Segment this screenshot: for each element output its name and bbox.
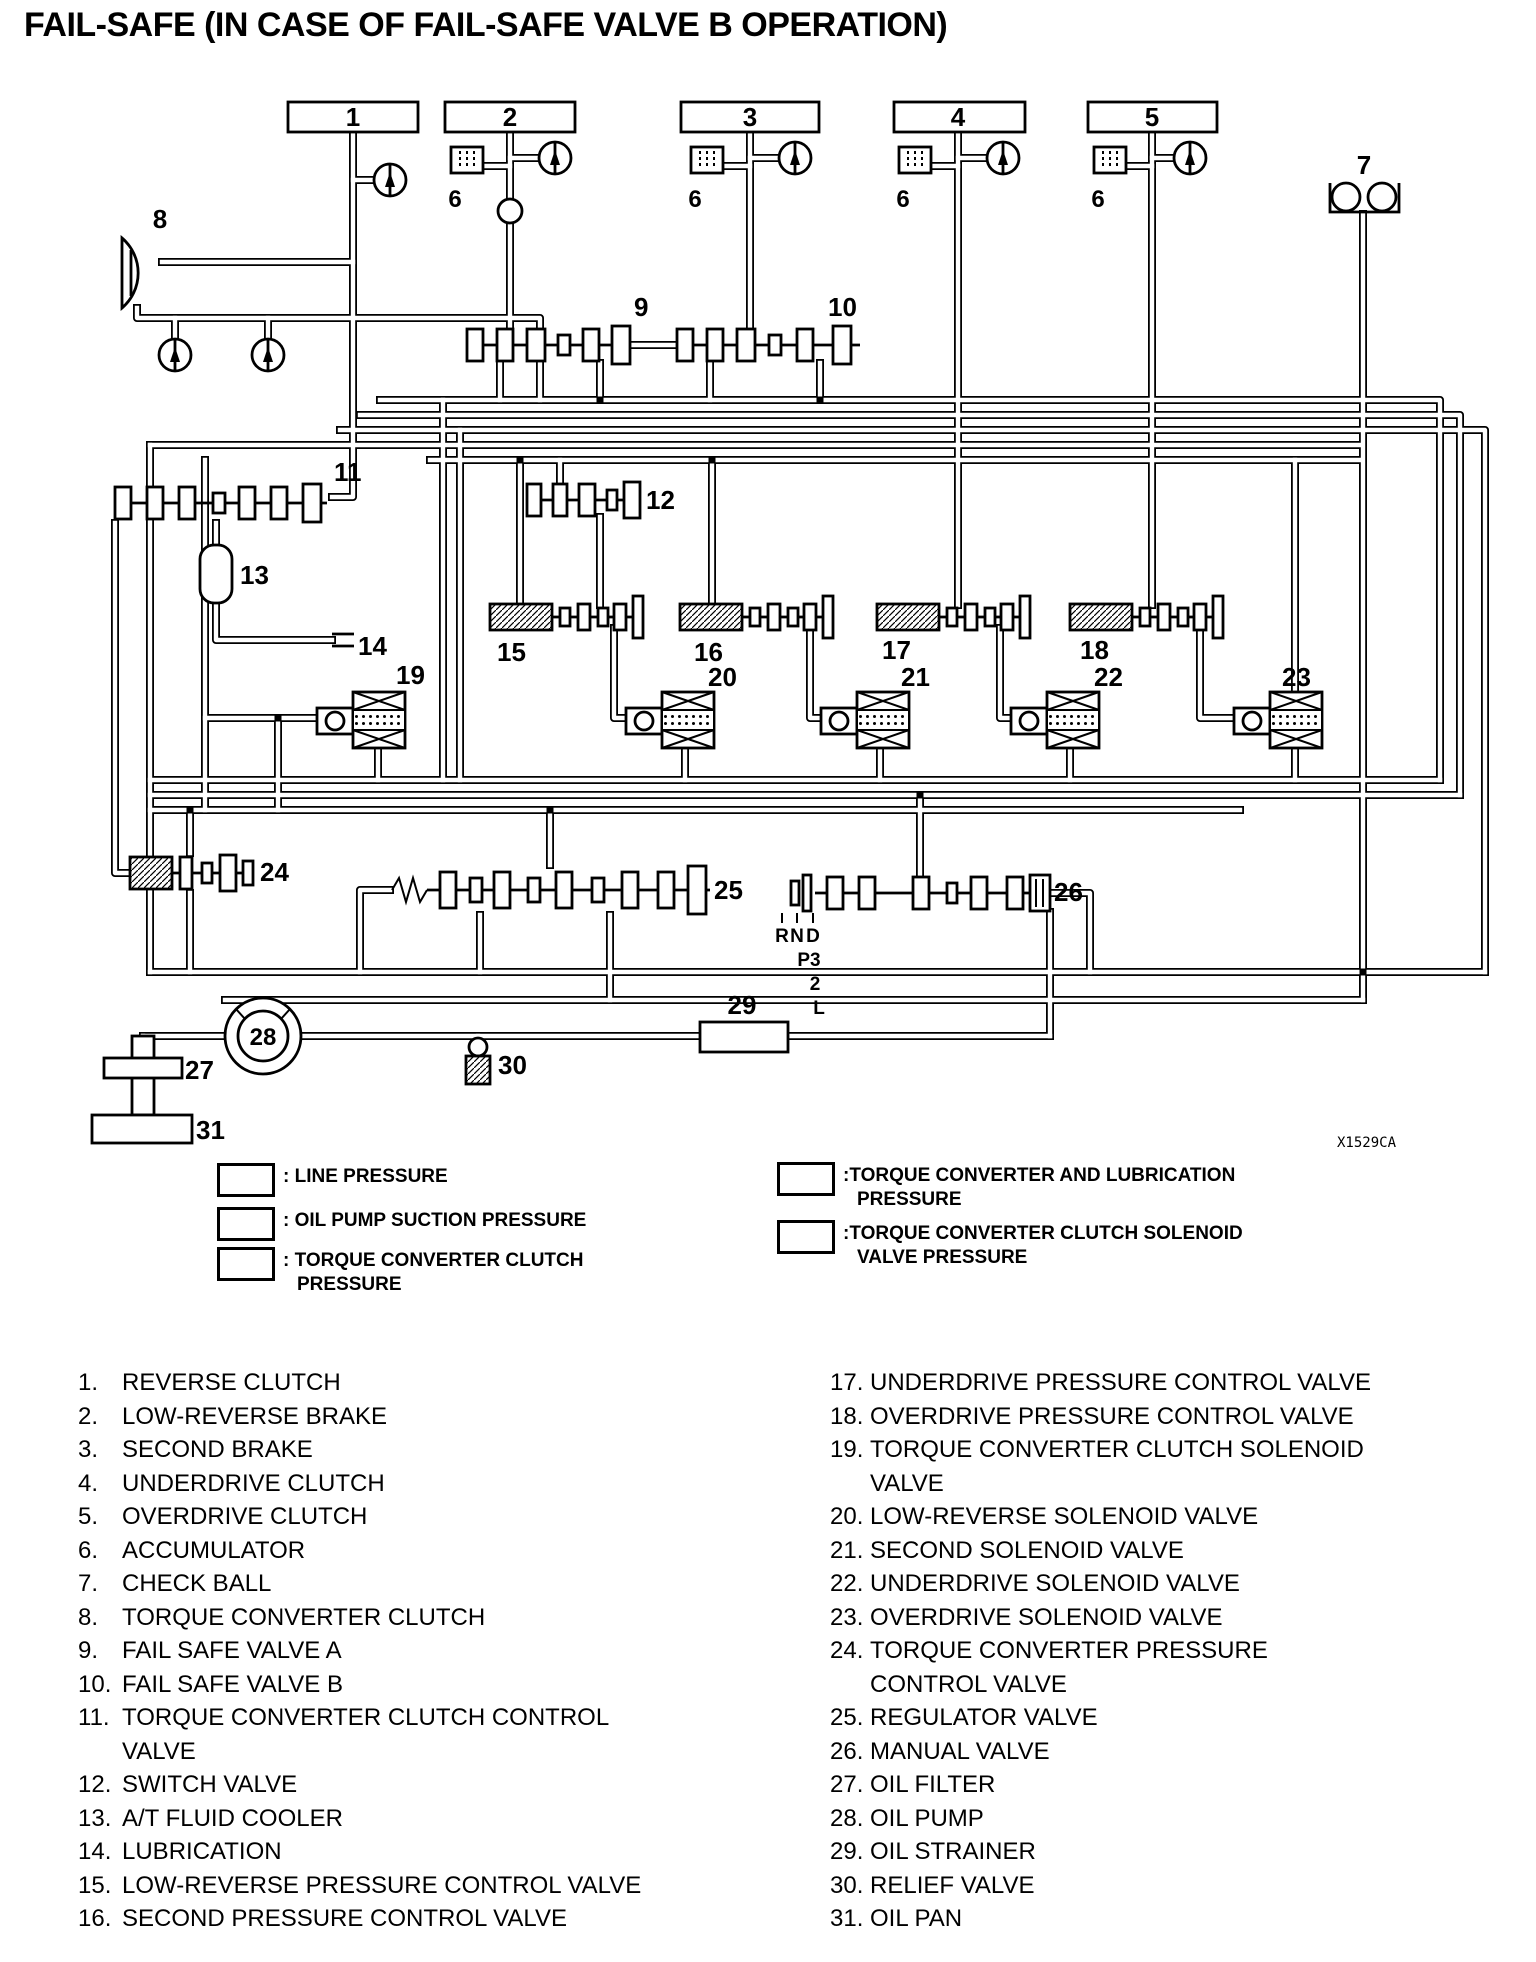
manual-valve	[782, 875, 1050, 923]
label-8: 8	[152, 204, 168, 234]
label-13: 13	[240, 560, 269, 590]
label-15: 15	[497, 637, 526, 667]
parts-item-11: 11. TORQUE CONVERTER CLUTCH CONTROL VALVE	[78, 1704, 610, 1765]
legend-item-oil-pump-suction	[217, 1207, 586, 1241]
fail-safe-valve-a	[467, 326, 630, 364]
parts-item-23: 23. OVERDRIVE SOLENOID VALVE	[830, 1603, 1223, 1631]
gear-r: R	[775, 926, 789, 947]
legend-swatch	[777, 1220, 835, 1254]
label-29: 29	[727, 990, 757, 1020]
relief-valve	[466, 1038, 490, 1084]
parts-item-7: 7. CHECK BALL	[78, 1570, 272, 1597]
label-6d: 6	[1091, 186, 1105, 213]
label-24: 24	[260, 857, 289, 887]
legend-label-line2: PRESSURE	[297, 1274, 402, 1295]
label-21: 21	[901, 662, 930, 692]
oil-filter	[104, 1036, 182, 1115]
parts-item-29: 29. OIL STRAINER	[830, 1838, 1036, 1865]
legend-label: : LINE PRESSURE	[283, 1166, 448, 1187]
parts-item-21: 21. SECOND SOLENOID VALVE	[830, 1536, 1184, 1564]
label-6b: 6	[688, 186, 702, 213]
gear-n: N	[790, 926, 804, 947]
label-1: 1	[345, 102, 361, 132]
oil-strainer	[700, 1022, 788, 1052]
parts-item-2: 2. LOW-REVERSE BRAKE	[78, 1402, 387, 1430]
label-19: 19	[396, 660, 425, 690]
fail-safe-valve-b	[677, 326, 860, 364]
at-fluid-cooler	[200, 545, 232, 603]
label-30: 30	[498, 1050, 527, 1080]
parts-item-28: 28. OIL PUMP	[830, 1804, 984, 1832]
parts-item-5: 5. OVERDRIVE CLUTCH	[78, 1503, 368, 1530]
gear-l: L	[813, 998, 825, 1019]
label-3: 3	[742, 102, 758, 132]
gear-p3: P3	[797, 950, 821, 971]
parts-item-19: 19. TORQUE CONVERTER CLUTCH SOLENOID VALVE	[830, 1436, 1364, 1497]
parts-item-31: 31. OIL PAN	[830, 1905, 963, 1932]
label-22: 22	[1094, 662, 1123, 692]
box-reverse-clutch	[288, 102, 418, 132]
label-7: 7	[1356, 150, 1372, 180]
parts-item-25: 25. REGULATOR VALVE	[830, 1704, 1098, 1731]
label-2: 2	[502, 102, 518, 132]
parts-item-13: 13. A/T FLUID COOLER	[78, 1804, 343, 1832]
parts-item-3: 3. SECOND BRAKE	[78, 1436, 313, 1463]
label-4: 4	[950, 102, 966, 132]
parts-list-right	[830, 1366, 1520, 1936]
label-31: 31	[196, 1115, 225, 1145]
parts-item-27: 27. OIL FILTER	[830, 1771, 996, 1798]
label-25: 25	[714, 875, 743, 905]
label-10: 10	[828, 292, 857, 322]
label-12: 12	[646, 485, 675, 515]
parts-item-4: 4. UNDERDRIVE CLUTCH	[78, 1469, 385, 1497]
legend-label: :TORQUE CONVERTER AND LUBRICATION	[843, 1165, 1236, 1186]
label-28: 28	[249, 1024, 277, 1051]
label-27: 27	[185, 1055, 214, 1085]
legend-swatch	[217, 1207, 275, 1241]
parts-item-16: 16. SECOND PRESSURE CONTROL VALVE	[78, 1905, 567, 1932]
label-6c: 6	[896, 186, 910, 213]
legend-swatch	[777, 1162, 835, 1196]
parts-item-20: 20. LOW-REVERSE SOLENOID VALVE	[830, 1503, 1259, 1530]
label-17: 17	[882, 635, 911, 665]
box-underdrive-clutch	[894, 102, 1025, 132]
legend-item-tc-lubrication-pressure	[777, 1162, 1235, 1212]
parts-item-10: 10. FAIL SAFE VALVE B	[78, 1670, 343, 1698]
legend-label: : TORQUE CONVERTER CLUTCH	[283, 1250, 584, 1271]
check-ball-7	[1330, 183, 1399, 212]
tc-pressure-control-valve	[130, 855, 253, 891]
parts-item-24: 24. TORQUE CONVERTER PRESSURE CONTROL VALVE	[830, 1637, 1268, 1698]
box-second-brake	[681, 102, 819, 132]
label-20: 20	[708, 662, 737, 692]
legend-label-line2: PRESSURE	[857, 1189, 962, 1210]
parts-item-6: 6. ACCUMULATOR	[78, 1536, 306, 1564]
box-low-reverse-brake	[445, 102, 575, 132]
switch-valve	[527, 482, 640, 518]
diagram-code: X1529CA	[1337, 1135, 1397, 1151]
parts-item-18: 18. OVERDRIVE PRESSURE CONTROL VALVE	[830, 1402, 1354, 1430]
legend-swatch	[217, 1247, 275, 1281]
label-11: 11	[334, 457, 362, 487]
parts-item-12: 12. SWITCH VALVE	[78, 1771, 298, 1798]
label-16: 16	[694, 637, 723, 667]
label-5: 5	[1144, 102, 1160, 132]
check-ball-icon	[498, 199, 522, 223]
parts-item-1: 1. REVERSE CLUTCH	[78, 1369, 341, 1396]
page-title: FAIL-SAFE (IN CASE OF FAIL-SAFE VALVE B OPERATION)	[24, 6, 948, 44]
legend-label: :TORQUE CONVERTER CLUTCH SOLENOID	[843, 1223, 1243, 1244]
legend-item-tcc-pressure	[217, 1247, 583, 1297]
label-6a: 6	[448, 186, 462, 213]
parts-item-15: 15. LOW-REVERSE PRESSURE CONTROL VALVE	[78, 1871, 642, 1899]
parts-item-9: 9. FAIL SAFE VALVE A	[78, 1637, 342, 1664]
box-overdrive-clutch	[1088, 102, 1217, 132]
parts-item-14: 14. LUBRICATION	[78, 1838, 282, 1865]
label-14: 14	[358, 631, 387, 661]
parts-item-30: 30. RELIEF VALVE	[830, 1871, 1035, 1899]
legend-label: : OIL PUMP SUCTION PRESSURE	[283, 1210, 587, 1231]
legend-swatch	[217, 1163, 275, 1197]
label-18: 18	[1080, 635, 1109, 665]
tcc-control-valve	[115, 484, 327, 522]
parts-list-left	[78, 1366, 798, 1936]
legend-item-line-pressure	[217, 1163, 448, 1197]
gear-d: D	[806, 926, 820, 947]
regulator-valve	[392, 866, 710, 914]
oil-pan	[92, 1115, 192, 1143]
label-26: 26	[1054, 877, 1083, 907]
torque-converter-clutch	[122, 238, 138, 308]
parts-item-26: 26. MANUAL VALVE	[830, 1737, 1050, 1765]
gear-2: 2	[809, 974, 821, 995]
parts-item-8: 8. TORQUE CONVERTER CLUTCH	[78, 1603, 486, 1631]
parts-item-22: 22. UNDERDRIVE SOLENOID VALVE	[830, 1570, 1240, 1597]
label-9: 9	[634, 292, 649, 322]
parts-item-17: 17. UNDERDRIVE PRESSURE CONTROL VALVE	[830, 1369, 1371, 1396]
legend-item-tcc-solenoid-pressure	[777, 1220, 1243, 1270]
legend-label-line2: VALVE PRESSURE	[857, 1247, 1028, 1268]
label-23: 23	[1282, 662, 1311, 692]
